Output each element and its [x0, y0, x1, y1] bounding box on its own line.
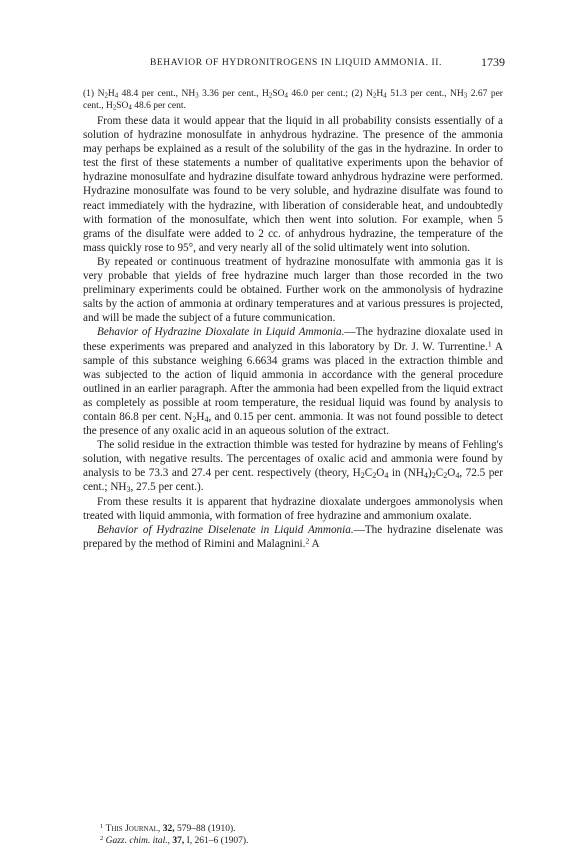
body-text — [83, 88, 503, 551]
paragraph-dioxalate: Behavior of Hydrazine Dioxalate in Liquid Ammonia.—The hydrazine dioxalate used in these experiments was prepared and analyzed in this laboratory by Dr. J. W. Turrentine.$^1$ A sample of this substance weighing 6.6634 grams was placed in the extraction thimble and was subjected to the action of liquid ammonia in accordance with the general procedure outlined in an earlier paragraph. After the ammonia had been expelled from the liquid extract as completely as possible at room temperature, the residual liquid was found by analysis to contain 86.8 per cent. $N_2H_4$, and 0.15 per cent. ammonia. It was not found possible to detect the presence of any oxalic acid in an aqueous solution of the extract. — [83, 326, 504, 438]
footnote-1: $^1$ This Journal, 32, 579–88 (1910). — [100, 823, 236, 834]
footnotes — [100, 823, 500, 847]
paragraph-solid-residue: The solid residue in the extraction thimble was tested for hydrazine by means of Fehling's solution, with negative results. The percentages of oxalic acid and ammonia were found by analysis to be 73.3 and 27.4 per cent. respectively (theory, $H_2C_2O_4$ in $(NH_4)_2C_2O_4$, 72.5 per cent.; $NH_3$, 27.5 per cent.). — [83, 439, 503, 495]
footnote-ref-2: 2 — [305, 536, 310, 546]
footnote-ref-1: 1 — [487, 339, 492, 349]
section-heading-dioxalate: Behavior of Hydrazine Dioxalate in Liquid Ammonia. — [97, 326, 345, 339]
paragraph-conclusion-dioxalate: From these results it is apparent that hydrazine dioxalate undergoes ammonolysis when treated with liquid ammonia, with formation of free hydrazine and ammonium oxalate. — [83, 495, 503, 522]
paragraph-diselenate: Behavior of Hydrazine Diselenate in Liquid Ammonia.—The hydrazine diselenate was prepared by the method of Rimini and Malagnini.$^2$ A — [83, 523, 503, 550]
footnote-2: $^2$ Gazz. chim. ital., 37, I, 261–6 (1907). — [100, 835, 249, 846]
paragraph-monosulfate-solution: From these data it would appear that the liquid in all probability consists essentially of a solution of hydrazine monosulfate in anhydrous hydrazine. The presence of the ammonia may perhaps be explained as a result of the solubility of the gas in the hydrazine. In order to test the first of these statements a number of qualitative experiments upon the behavior of hydrazine monosulfate and hydrazine disulfate toward anhydrous hydrazine were performed. Hydrazine monosulfate was found to be very soluble, and hydrazine disulfate was found to react immediately with the hydrazine, with liberation of considerable heat, and undoubtedly with formation of the monosulfate, which then went into solution. For example, when 5 grams of the disulfate were added to 2 cc. of anhydrous hydrazine, the temperature of the mass quickly rose to 95°, and very nearly all of the solid ultimately went into solution. — [83, 115, 503, 254]
running-header: BEHAVIOR OF HYDRONITROGENS IN LIQUID AMMONIA. II. — [149, 58, 443, 68]
analysis-results-line: (1) $N_2H_4$ 48.4 per cent., $NH_3$ 3.36 per cent., $H_2SO_4$ 46.0 per cent.; (2) $N_2H_4$ 51.3 per cent., $NH_3$ 2.67 per cent., $H_2SO_4$ 48.6 per cent. — [83, 89, 503, 112]
paragraph-ammonia-treatment: By repeated or continuous treatment of hydrazine monosulfate with ammonia gas it is very probable that yields of free hydrazine much larger than those recorded in the two preliminary experiments could be obtained. Further work on the ammonolysis of hydrazine salts by the action of ammonia at ordinary temperatures and at various pressures is projected, and will be made the subject of a future communication. — [83, 255, 503, 325]
section-heading-diselenate: Behavior of Hydrazine Diselenate in Liquid Ammonia. — [97, 523, 354, 536]
page-number: 1739 — [481, 55, 505, 69]
